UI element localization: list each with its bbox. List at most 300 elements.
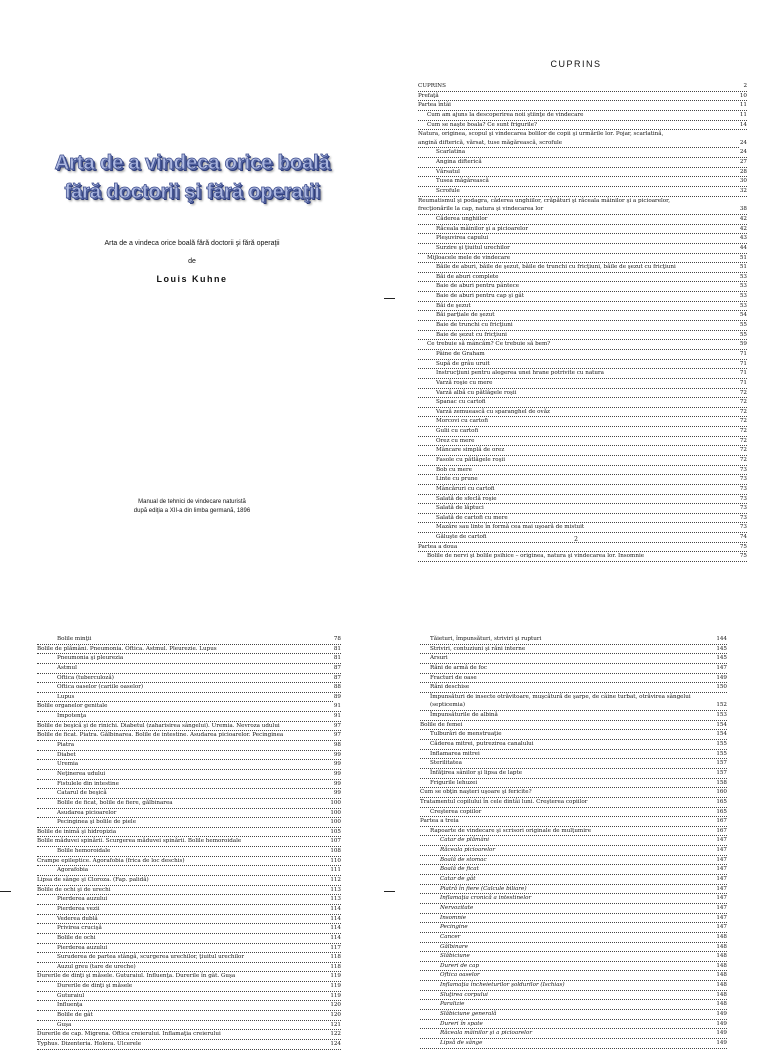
toc-entry[interactable] [37,731,341,741]
toc-entry-page: 88 [333,684,341,691]
toc-entry-title: Slăbiciune generală [440,1010,497,1017]
toc-entry-title: Dureri în spate [440,1020,483,1027]
toc-entry[interactable] [418,437,747,447]
toc-entry[interactable] [420,952,727,962]
toc-entry-page: 100 [330,819,341,826]
toc-entry[interactable] [420,1020,727,1030]
toc-entry-page: 71 [739,379,747,386]
toc-entry[interactable] [418,234,747,244]
toc-entry[interactable] [418,408,747,418]
toc-entry[interactable] [37,1040,341,1050]
toc-entry-page: 154 [716,721,727,728]
toc-entry-title: Baie de aburi pentru pântece [436,283,520,290]
toc-entry[interactable] [418,197,747,206]
toc-entry[interactable] [418,331,747,341]
toc-entry-title: Typhus. Dizenteria. Holera. Ulcerele [37,1040,142,1047]
toc-entry-page: 144 [716,636,727,642]
toc-entry[interactable] [37,809,341,819]
toc-entry[interactable] [418,389,747,399]
toc-entry[interactable] [420,914,727,924]
toc-heading: CUPRINS [550,59,602,69]
toc-entry-page: 147 [716,847,727,854]
toc-entry-page: 51 [739,254,747,261]
toc-entry[interactable] [418,495,747,505]
toc-entry[interactable] [37,654,341,664]
toc-entry-title: Bolile de femei [420,721,463,728]
toc-entry-title: Răceala picioarelor [440,847,496,854]
toc-entry[interactable] [37,934,341,944]
toc-entry-page: 72 [739,399,747,406]
toc-entry-title: Varză zemuească cu sparanghel de ovăz [436,408,550,415]
toc-entry-page: 122 [330,1031,341,1038]
toc-entry[interactable] [418,111,747,121]
toc-entry-page: 97 [333,722,341,729]
toc-entry-page: 118 [330,963,341,970]
toc-entry[interactable] [37,1011,341,1021]
toc-entry[interactable] [418,244,747,254]
toc-entry-title: Nervozitate [440,904,474,911]
toc-entry-page: 124 [330,1040,341,1047]
toc-entry-title: Băile de aburi, băile de şezut, băile de trunchi cu fricţiuni, băile de şezut cu fricţiuni [436,264,676,271]
toc-entry-title: Lipsă de sânge [440,1039,483,1046]
manual-line-2: după ediţia a XII-a din limba germană, 1896 [133,508,251,514]
toc-entry-page: 100 [330,799,341,806]
toc-entry-title: Guturaiul [57,992,85,999]
toc-entry[interactable] [418,187,747,197]
toc-entry-title: angină difterică, vărsat, tuse măgărească, scrofule [418,139,563,146]
toc-entry-page: 110 [330,857,341,864]
toc-entry[interactable] [37,789,341,799]
book-title-line-2: fără doctorii şi fără operaţii [64,180,320,203]
toc-list [418,82,747,562]
toc-entry-title: Asudarea picioarelor [57,809,117,816]
toc-entry-page: 11 [739,102,747,109]
toc-entry[interactable] [37,683,341,693]
toc-entry-page: 167 [716,818,727,825]
toc-entry[interactable] [418,273,747,283]
toc-entry-title: Durerile de dinţi şi măsele. Guturaiul. Influenţa. Durerile în gât. Guşa [37,973,236,980]
toc-entry-page: 148 [716,943,727,950]
toc-entry-title: Vederea dublă [57,915,98,922]
toc-entry-page: 160 [716,789,727,796]
toc-entry[interactable] [420,664,727,674]
book-title-line-1: Arta de a vindeca orice boală [54,151,330,174]
toc-entry[interactable] [37,664,341,674]
toc-entry-page: 55 [739,331,747,338]
toc-entry[interactable] [420,1000,727,1010]
toc-entry[interactable] [37,799,341,809]
toc-entry-title: Tulburări de menstruaţie [430,731,502,738]
toc-entry[interactable] [420,943,727,953]
toc-entry[interactable] [418,466,747,476]
toc-entry[interactable] [37,741,341,751]
toc-entry[interactable] [418,215,747,225]
toc-entry-title: Vărsatul [436,168,460,175]
toc-entry[interactable] [418,340,747,350]
toc-entry-page: 155 [716,741,727,748]
toc-entry-page: 10 [739,92,747,99]
toc-entry-title: Scrofule [436,188,460,195]
toc-entry-title: CUPRINS [418,83,446,89]
toc-entry-page: 91 [333,703,341,710]
toc-entry-page: 107 [330,838,341,845]
toc-entry[interactable] [420,971,727,981]
toc-entry[interactable] [418,311,747,321]
toc-entry[interactable] [37,645,341,655]
toc-entry[interactable] [420,779,727,789]
toc-entry[interactable] [418,360,747,370]
toc-entry[interactable] [420,846,727,856]
toc-entry-page: 147 [716,837,727,844]
toc-entry[interactable] [418,302,747,312]
toc-entry[interactable] [37,963,341,973]
toc-entry[interactable] [420,856,727,866]
toc-entry[interactable] [37,895,341,905]
toc-entry-title: Supă de grâu uruit [436,360,490,367]
toc-entry[interactable] [37,760,341,770]
toc-entry[interactable] [418,369,747,379]
toc-entry-title: Împunsături de insecte otrăvitoare, muşcătură de şarpe, de câine turbat, otrăvirea sângelui [430,693,691,700]
toc-entry-page: 54 [739,312,747,319]
toc-entry-title: Bolile de nervi şi bolile psihice – originea, natura şi vindecarea lor. Insomnie [427,553,645,560]
toc-entry-title: Bolile de ochi [57,934,96,941]
toc-entry-title: Băi de aburi complete [436,273,499,280]
toc-entry-page: 28 [739,168,747,175]
toc-entry[interactable] [37,866,341,876]
toc-entry-page: 71 [739,350,747,357]
toc-entry-title: Mijloacele mele de vindecare [427,254,511,261]
toc-entry-page: 147 [716,895,727,902]
toc-entry-page: 99 [333,751,341,758]
toc-entry-title: Tăieturi, împunsături, striviri şi rupturi [430,636,542,642]
toc-entry[interactable] [420,683,727,693]
toc-entry-title: Baie de aburi pentru cap şi gât [436,293,524,300]
toc-entry-page: 120 [330,1011,341,1018]
toc-entry-page: 147 [716,876,727,883]
toc-entry[interactable] [37,828,341,838]
toc-entry[interactable] [418,398,747,408]
toc-entry[interactable] [37,674,341,684]
toc-entry-title: Suruderea de partea stângă, scurgerea urechilor, ţiuitul urechilor [57,954,245,961]
toc-entry[interactable] [37,751,341,761]
toc-entry[interactable] [420,894,727,904]
toc-entry[interactable] [418,321,747,331]
toc-entry[interactable] [418,121,747,131]
toc-entry-page: 72 [739,408,747,415]
toc-entry-page: 72 [739,447,747,454]
toc-entry-title: Răni de armă de foc [430,664,488,671]
toc-entry-page: 150 [716,684,727,691]
toc-entry-page: 119 [330,983,341,990]
toc-entry[interactable] [37,693,341,703]
toc-entry-page: 147 [716,664,727,671]
toc-entry-page: 27 [739,159,747,166]
toc-entry[interactable] [418,139,747,149]
toc-entry[interactable] [420,865,727,875]
toc-list [420,635,727,1049]
page-edge-mark [384,298,395,299]
toc-entry[interactable] [420,1039,727,1049]
toc-entry[interactable] [418,263,747,273]
toc-entry-page: 147 [716,914,727,921]
toc-entry-page: 99 [333,770,341,777]
toc-entry-title: Surzire şi ţiuitul urechilor [436,244,510,251]
toc-entry-page: 72 [739,456,747,463]
toc-entry-title: frecţionările la cap, natura şi vindecarea lor [418,206,544,213]
toc-entry-title: Sluţirea corpului [440,991,488,998]
toc-entry[interactable] [420,701,727,711]
toc-entry[interactable] [418,168,747,178]
toc-entry[interactable] [37,818,341,828]
toc-entry-title: Influenţa [57,1002,83,1009]
toc-entry-page: 42 [739,225,747,232]
toc-entry-title: Gălbinare [440,943,468,950]
toc-entry-page: 112 [330,877,341,884]
toc-entry-title: Impotenţa [57,713,87,720]
toc-entry-page: 72 [739,437,747,444]
toc-entry[interactable] [37,1001,341,1011]
toc-entry-title: Bolile de ficat. Piatra. Gălbinarea. Bolile de intestine. Asudarea picioarelor. Pecinginea [37,732,284,739]
toc-entry-title: Paralizie [440,1001,465,1008]
toc-entry[interactable] [420,827,727,837]
toc-entry-page: 73 [739,485,747,492]
toc-entry-title: Bolile de beşică şi de rinichi. Diabetul (zaharisirea sângelui). Uremia. Nevroza udului [37,722,280,729]
toc-entry-title: Diabet [57,751,76,758]
toc-entry[interactable] [420,788,727,798]
book-title [22,148,362,206]
toc-entry[interactable] [420,836,727,846]
toc-entry[interactable] [418,254,747,264]
toc-entry-title: Pneumonia şi pleurezia [57,655,124,662]
toc-entry-page: 149 [716,1010,727,1017]
toc-entry[interactable] [420,1029,727,1039]
toc-entry[interactable] [418,417,747,427]
toc-entry[interactable] [418,485,747,495]
toc-entry-page: 38 [739,206,747,213]
toc-entry[interactable] [420,693,727,702]
toc-entry-title: Băi parţiale de şezut [436,312,495,319]
toc-entry-title: Bolile minţii [57,636,92,642]
toc-entry[interactable] [37,992,341,1002]
toc-entry[interactable] [420,798,727,808]
toc-entry[interactable] [37,944,341,954]
toc-entry-page: 154 [716,731,727,738]
toc-entry-title: Bolile hemoroidale [57,848,111,855]
toc-entry[interactable] [420,674,727,684]
toc-entry[interactable] [37,770,341,780]
toc-entry-title: Cum se naşte boala? Ce sunt frigurile? [427,121,538,128]
toc-entry-title: Cum am ajuns la descoperirea noii ştiinţe de vindecare [427,111,584,118]
toc-entry[interactable] [420,711,727,721]
toc-entry[interactable] [420,730,727,740]
toc-entry-title: Sterilitatea [430,760,462,767]
toc-entry-title: Tratamentul copilului în cele dintâi luni. Creşterea copiilor [420,798,588,805]
toc-entry-page: 149 [716,1039,727,1046]
toc-entry-title: Piatra [57,742,75,749]
toc-entry-title: Mâncăruri cu cartofi [436,485,495,492]
toc-entry-title: Striviri, contuziuni şi răni interne [430,645,526,652]
toc-entry[interactable] [37,953,341,963]
toc-entry-title: Angina difterică [436,159,482,166]
toc-entry[interactable] [37,722,341,732]
toc-entry[interactable] [420,721,727,731]
toc-entry[interactable] [420,654,727,664]
toc-entry-title: Insomnie [440,914,467,921]
toc-entry-title: Răni deschise [430,684,470,691]
toc-entry[interactable] [420,933,727,943]
toc-entry-title: Tusea măgărească [436,178,489,185]
toc-entry-title: Mazăre sau linte în formă cea mai uşoară de mistuit [436,524,585,531]
toc-entry-title: Boală de ficat [440,866,479,873]
toc-entry[interactable] [420,635,727,645]
toc-entry-title: Baie de şezut cu fricţiuni [436,331,507,338]
toc-entry[interactable] [418,350,747,360]
toc-entry-title: Lipsa de sânge şi Cloroza. (Fap. palidă) [37,877,149,884]
toc-entry-title: Varză roşie cu mere [436,379,493,386]
toc-entry[interactable] [420,740,727,750]
toc-entry-page: 147 [716,866,727,873]
toc-entry-title: Linte cu prune [436,476,478,483]
toc-entry[interactable] [420,875,727,885]
toc-entry-title: Căderea mitrei, putrezirea canalului [430,741,534,748]
toc-entry[interactable] [37,635,341,645]
toc-entry-title: Fracturi de oase [430,674,477,681]
toc-entry[interactable] [418,446,747,456]
toc-entry[interactable] [37,847,341,857]
toc-entry-title: Bolile organelor genitale [37,703,108,710]
by-line: de [188,258,196,265]
toc-entry[interactable] [420,885,727,895]
toc-entry-title: Varză albă cu pătlăgele roşii [436,389,517,396]
toc-entry-page: 145 [716,645,727,652]
toc-entry-page: 108 [330,848,341,855]
toc-entry-title: Durerile de cap. Migrena. Oftica creierului. Inflamaţia creierului [37,1031,221,1038]
toc-entry-title: Auzul greu (tare de ureche) [57,963,136,970]
toc-entry-page: 145 [716,655,727,662]
toc-entry[interactable] [37,857,341,867]
toc-entry[interactable] [418,282,747,292]
toc-entry[interactable] [37,972,341,982]
toc-entry-page: 73 [739,476,747,483]
toc-entry-page: 73 [739,524,747,531]
toc-entry[interactable] [420,981,727,991]
toc-entry-page: 42 [739,215,747,222]
toc-entry[interactable] [418,379,747,389]
toc-entry[interactable] [420,808,727,818]
toc-entry-page: 2 [743,83,747,89]
toc-entry[interactable] [418,225,747,235]
toc-entry-title: Pâine de Graham [436,350,485,357]
toc-entry[interactable] [37,712,341,722]
toc-entry[interactable] [37,982,341,992]
toc-entry[interactable] [420,769,727,779]
toc-entry-title: Împunsăturile de albină [430,712,498,719]
toc-entry-title: Bolile de ochi şi de urechi [37,886,111,893]
toc-entry[interactable] [420,750,727,760]
toc-entry[interactable] [418,292,747,302]
toc-entry-page: 153 [716,712,727,719]
toc-entry[interactable] [420,645,727,655]
toc-entry[interactable] [37,702,341,712]
toc-entry-page: 30 [739,178,747,185]
toc-entry-title: Bolile de gât [57,1011,93,1018]
toc-entry-page: 24 [739,139,747,146]
toc-entry-title: Cancer [440,933,461,940]
toc-entry[interactable] [418,130,747,139]
toc-list [37,635,341,1050]
toc-entry-page: 117 [330,944,341,951]
toc-entry[interactable] [418,456,747,466]
toc-entry[interactable] [418,82,747,92]
author-name: Louis Kuhne [156,274,228,284]
toc-entry[interactable] [37,924,341,934]
toc-entry-title: Baie de trunchi cu fricţiuni [436,322,513,329]
manual-line-1: Manual de tehnici de vindecare naturistă [138,499,246,505]
toc-entry[interactable] [420,904,727,914]
toc-entry-page: 75 [739,543,747,550]
toc-entry-title: Uremia [57,761,79,768]
toc-entry[interactable] [37,915,341,925]
toc-entry-page: 53 [739,302,747,309]
toc-entry-page: 71 [739,370,747,377]
toc-entry-page: 148 [716,953,727,960]
toc-entry-title: Ce trebuie să mâncăm? Ce trebuie să bem? [427,341,551,348]
toc-entry[interactable] [418,475,747,485]
toc-entry[interactable] [420,923,727,933]
toc-entry-title: Băi de şezut [436,302,471,309]
toc-entry-title: Boală de stomac [440,856,487,863]
toc-entry[interactable] [418,205,747,215]
toc-entry-page: 165 [716,808,727,815]
toc-entry-page: 119 [330,973,341,980]
toc-entry[interactable] [420,962,727,972]
toc-entry[interactable] [420,759,727,769]
toc-entry-page: 11 [739,111,747,118]
title-page [0,0,384,512]
toc-entry-title: Natura, originea, scopul şi vindecarea bolilor de copii şi urmările lor. Pojar, scarlatină, [418,131,664,138]
toc-entry-page: 148 [716,962,727,969]
toc-entry[interactable] [418,101,747,111]
toc-entry-title: Agorafobia [57,867,89,874]
toc-entry-title: Rapoarte de vindecare şi scrisori originale de mulţumire [430,827,592,834]
toc-entry-page: 114 [330,915,341,922]
toc-entry[interactable] [37,905,341,915]
toc-entry[interactable] [37,837,341,847]
toc-continued-right-page [384,512,768,1046]
toc-entry[interactable] [420,817,727,827]
toc-entry-title: Salată de cartofi cu mere [436,514,508,521]
toc-entry[interactable] [418,148,747,158]
toc-entry[interactable] [418,92,747,102]
toc-entry[interactable] [420,991,727,1001]
toc-entry[interactable] [418,158,747,168]
toc-entry[interactable] [37,876,341,886]
toc-entry[interactable] [418,427,747,437]
toc-entry-page: 118 [330,954,341,961]
toc-entry[interactable] [420,1010,727,1020]
toc-entry[interactable] [418,177,747,187]
toc-entry[interactable] [37,1021,341,1031]
toc-entry[interactable] [37,886,341,896]
toc-entry[interactable] [37,1030,341,1040]
toc-entry-title: (septicemia) [430,702,466,709]
toc-entry-page: 157 [716,769,727,776]
toc-entry-title: Guşa [57,1021,72,1028]
toc-entry-page: 51 [739,264,747,271]
toc-entry-title: Instrucţiuni pentru alegerea unei hrane potrivite cu natura [436,370,605,377]
toc-entry-page: 121 [330,1021,341,1028]
toc-entry[interactable] [37,780,341,790]
